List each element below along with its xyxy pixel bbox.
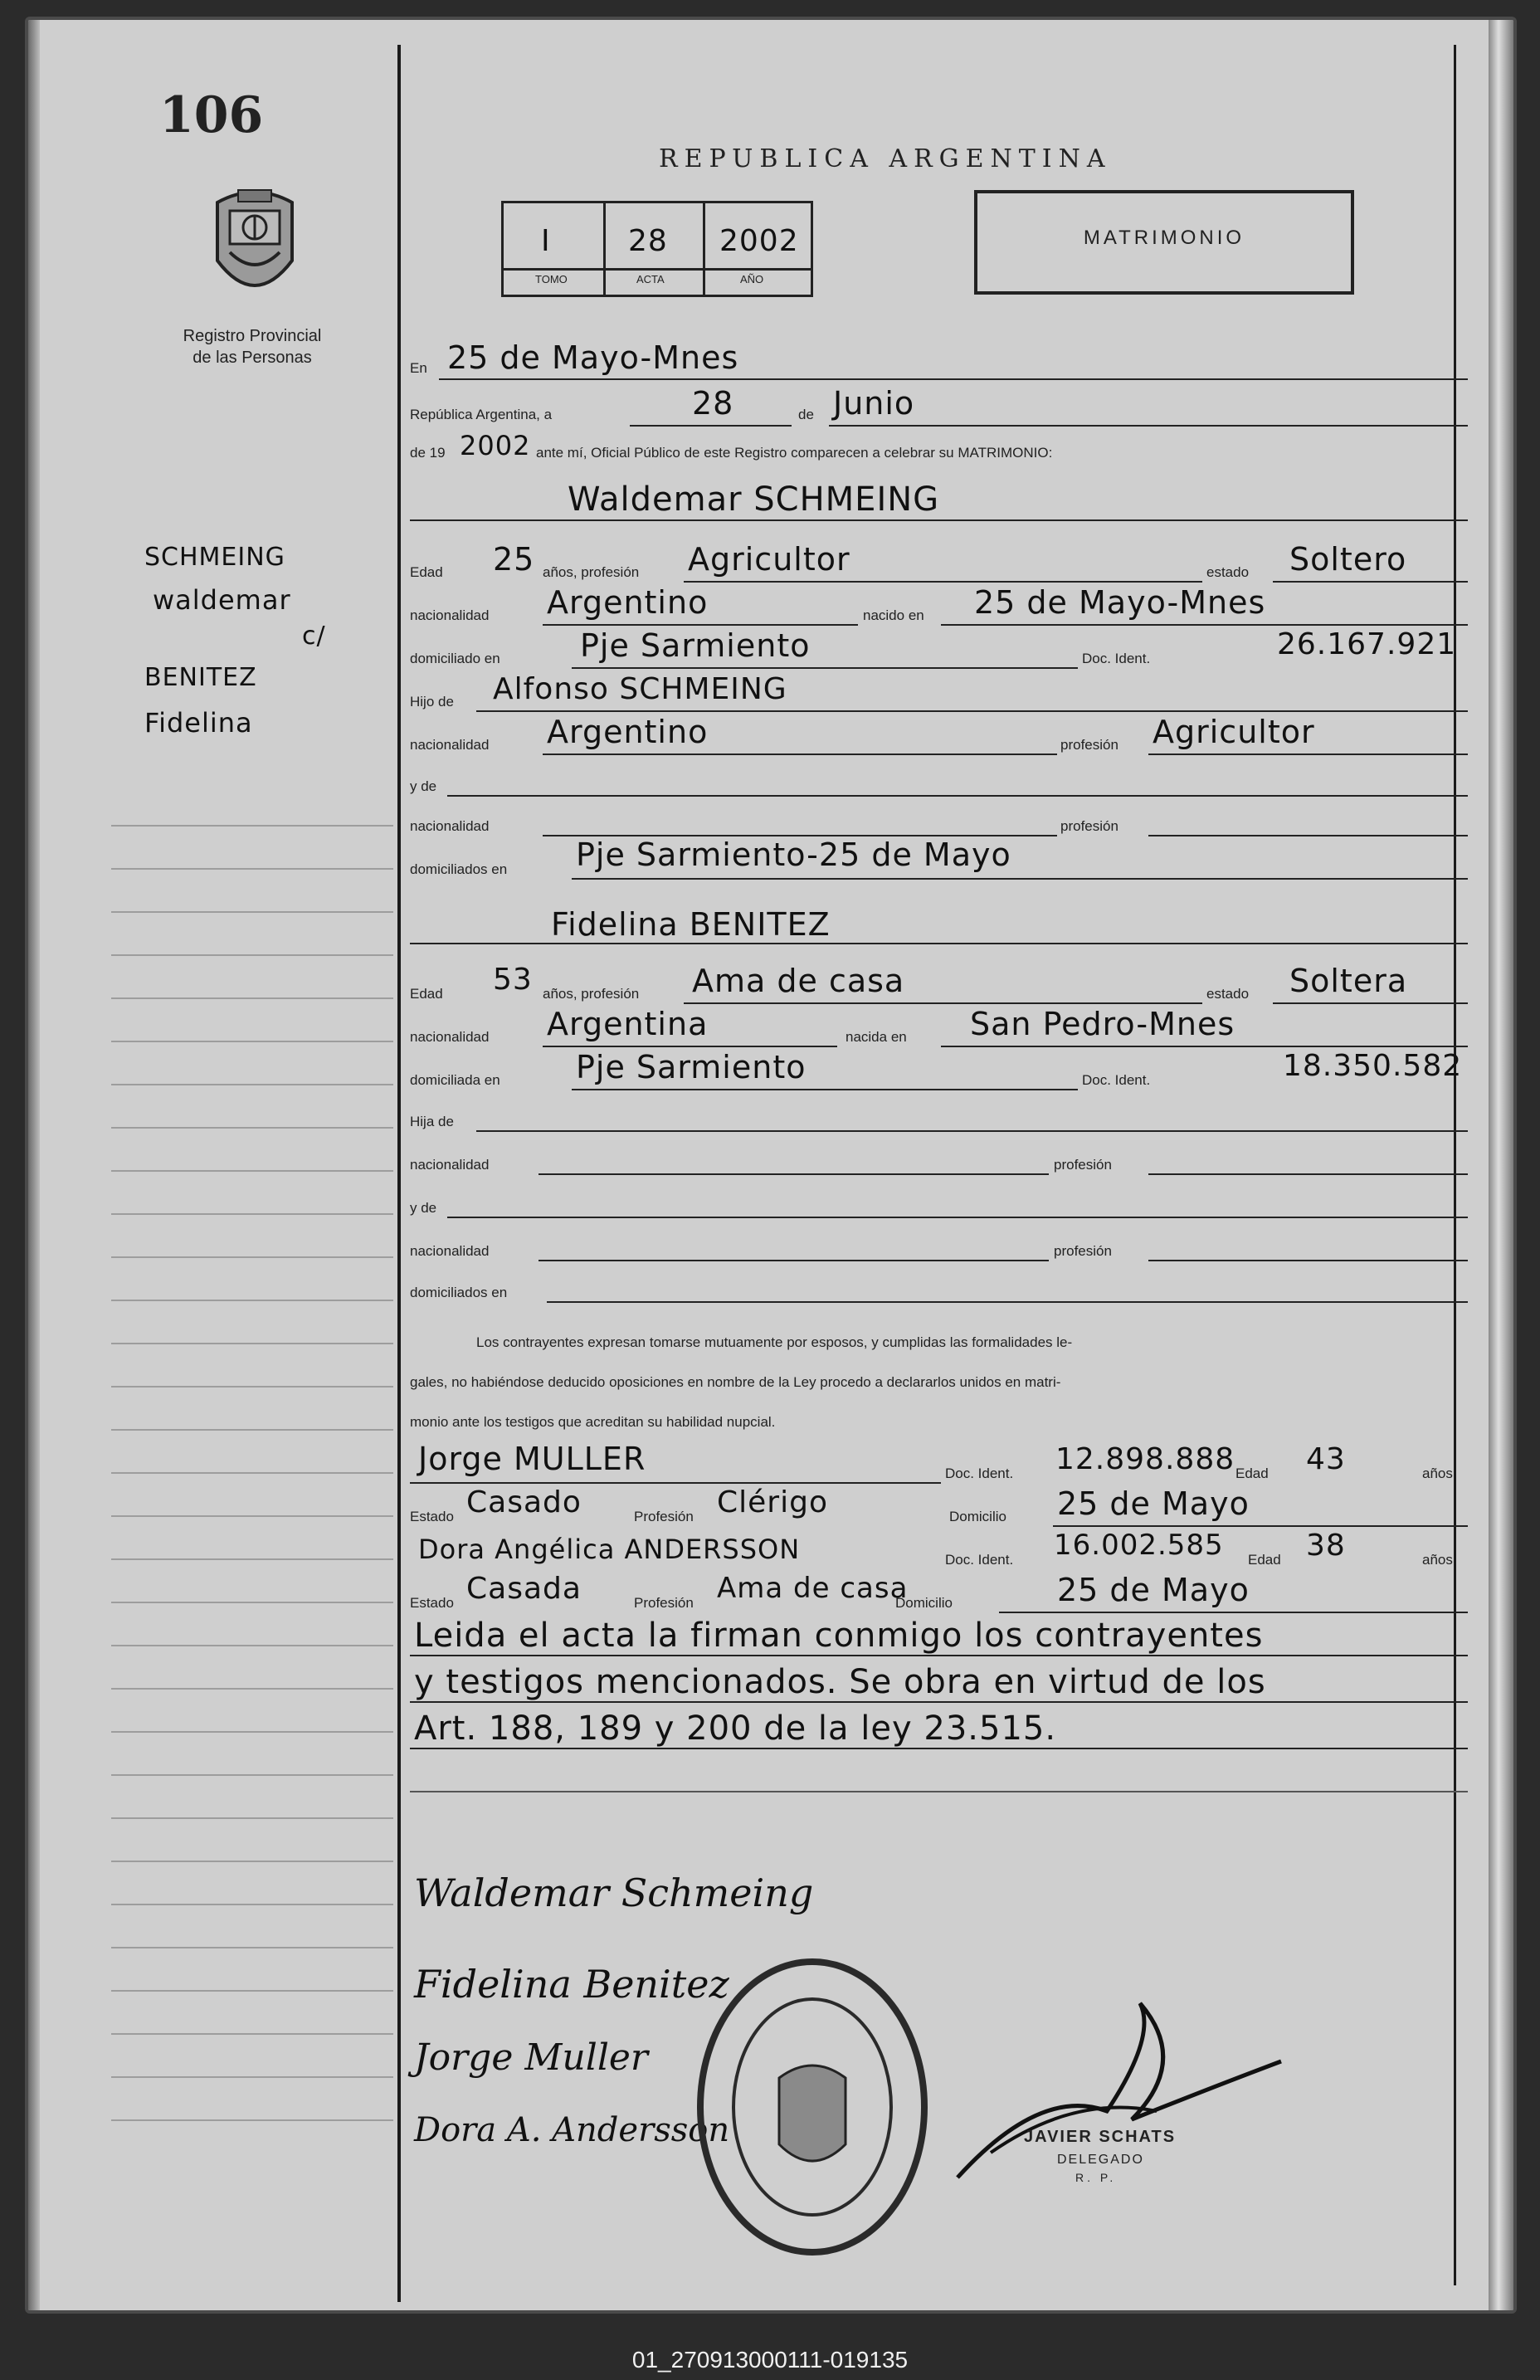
- groom-edad: 25: [493, 541, 535, 578]
- groom-madre-nac-label: nacionalidad: [410, 818, 490, 834]
- witness2-edad-label: Edad: [1248, 1552, 1281, 1568]
- groom-nac-label: nacionalidad: [410, 607, 490, 623]
- tomo-label: TOMO: [535, 273, 568, 285]
- bride-prof1-label: profesión: [1054, 1157, 1112, 1173]
- witness2-doc: 16.002.585: [1054, 1529, 1224, 1562]
- groom-nacido-label: nacido en: [863, 607, 924, 623]
- witness1-anos-label: años: [1422, 1466, 1453, 1481]
- scan-id-footer: 01_270913000111-019135: [631, 2347, 909, 2373]
- witness1-doc: 12.898.888: [1055, 1442, 1235, 1476]
- closing-line2: y testigos mencionados. Se obra en virtud de los: [414, 1663, 1266, 1701]
- witness1-prof-label: Profesión: [634, 1509, 694, 1524]
- groom-profesion-label: años, profesión: [543, 564, 640, 580]
- witness2-doc-label: Doc. Ident.: [945, 1552, 1014, 1568]
- groom-name: Waldemar SCHMEING: [568, 480, 940, 519]
- signature-bride: Fidelina Benitez: [414, 1962, 729, 2007]
- bride-dom-label: domiciliada en: [410, 1072, 500, 1088]
- place-value: 25 de Mayo-Mnes: [447, 339, 739, 376]
- bride-estado-label: estado: [1206, 986, 1250, 1002]
- margin-note-line1: SCHMEING: [144, 543, 285, 572]
- witness2-dom-label: Domicilio: [895, 1595, 953, 1611]
- bride-profesion: Ama de casa: [692, 963, 905, 999]
- groom-dom-label: domiciliado en: [410, 651, 500, 666]
- groom-estado: Soltero: [1289, 541, 1407, 578]
- witness2-edad: 38: [1306, 1529, 1346, 1563]
- bride-nac1-label: nacionalidad: [410, 1157, 490, 1173]
- witness2-estado: Casada: [466, 1572, 582, 1606]
- bride-y-de-label: y de: [410, 1200, 437, 1216]
- republica-label: República Argentina, a: [410, 407, 553, 422]
- closing-line3: Art. 188, 189 y 200 de la ley 23.515.: [414, 1709, 1057, 1748]
- bride-edad: 53: [493, 963, 533, 997]
- groom-estado-label: estado: [1206, 564, 1250, 580]
- groom-nacionalidad: Argentino: [547, 584, 709, 621]
- de-19-label: de 19: [410, 445, 446, 461]
- registry-seal: [692, 1953, 933, 2261]
- witness1-name: Jorge MULLER: [418, 1441, 646, 1477]
- witness2-anos-label: años: [1422, 1552, 1453, 1568]
- bride-prof2-label: profesión: [1054, 1243, 1112, 1259]
- tomo-acta-ano-box: [501, 201, 813, 297]
- coat-of-arms-icon: [209, 186, 300, 310]
- margin-note-line4: BENITEZ: [144, 663, 257, 692]
- groom-domiciliados: Pje Sarmiento-25 de Mayo: [576, 836, 1011, 873]
- bride-nac2-label: nacionalidad: [410, 1243, 490, 1259]
- country-title: REPUBLICA ARGENTINA: [659, 144, 1112, 173]
- groom-domiciliados-label: domiciliados en: [410, 861, 508, 877]
- de-label: de: [798, 407, 814, 422]
- acta-label: ACTA: [636, 273, 665, 285]
- groom-domicilio: Pje Sarmiento: [580, 627, 811, 664]
- bride-domiciliados-label: domiciliados en: [410, 1285, 508, 1300]
- official-signature: [941, 1987, 1289, 2202]
- document-type-box: [974, 190, 1354, 295]
- bride-domicilio: Pje Sarmiento: [576, 1049, 807, 1085]
- bride-hija-label: Hija de: [410, 1114, 454, 1129]
- groom-doc-label: Doc. Ident.: [1082, 651, 1151, 666]
- ano-label: AÑO: [740, 273, 764, 285]
- witness1-estado-label: Estado: [410, 1509, 454, 1524]
- tomo-value: I: [541, 224, 551, 258]
- witness1-profesion: Clérigo: [717, 1485, 828, 1519]
- intro-statement: ante mí, Oficial Público de este Registro comparecen a celebrar su MATRIMONIO:: [536, 445, 1053, 461]
- bride-name: Fidelina BENITEZ: [551, 906, 831, 943]
- bride-doc-label: Doc. Ident.: [1082, 1072, 1151, 1088]
- bride-nacionalidad: Argentina: [547, 1006, 709, 1042]
- signature-witness2: Dora A. Andersson: [414, 2111, 730, 2149]
- groom-padre-nac: Argentino: [547, 714, 709, 750]
- official-name: JAVIER SCHATS: [1024, 2128, 1177, 2146]
- ano-value: 2002: [719, 224, 799, 258]
- month-value: Junio: [833, 385, 915, 422]
- bride-estado: Soltera: [1289, 963, 1408, 999]
- day-value: 28: [692, 385, 734, 422]
- witness1-dom-label: Domicilio: [949, 1509, 1006, 1524]
- bride-doc: 18.350.582: [1283, 1049, 1463, 1083]
- groom-padre: Alfonso SCHMEING: [493, 672, 787, 706]
- groom-hijo-label: Hijo de: [410, 694, 454, 710]
- document-type: MATRIMONIO: [1083, 227, 1245, 249]
- year-value: 2002: [460, 430, 531, 461]
- official-title: DELEGADO: [1057, 2153, 1144, 2167]
- witness1-edad: 43: [1306, 1442, 1346, 1476]
- witness1-estado: Casado: [466, 1485, 582, 1519]
- official-sub: R. P.: [1075, 2171, 1117, 2184]
- bride-nacida-label: nacida en: [846, 1029, 907, 1045]
- right-margin-rule: [1454, 45, 1456, 2285]
- signature-groom: Waldemar Schmeing: [414, 1870, 814, 1915]
- signature-witness1: Jorge Muller: [414, 2036, 648, 2079]
- closing-line1: Leida el acta la firman conmigo los contrayentes: [414, 1617, 1264, 1655]
- witness1-doc-label: Doc. Ident.: [945, 1466, 1014, 1481]
- binding-edge: [28, 20, 40, 2310]
- groom-y-de-label: y de: [410, 778, 437, 794]
- declaration-line3: monio ante los testigos que acreditan su habilidad nupcial.: [410, 1414, 776, 1430]
- margin-note-line2: waldemar: [153, 584, 291, 616]
- groom-madre-prof-label: profesión: [1060, 818, 1118, 834]
- groom-padre-prof: Agricultor: [1153, 714, 1315, 750]
- witness2-prof-label: Profesión: [634, 1595, 694, 1611]
- groom-profesion: Agricultor: [688, 541, 850, 578]
- witness2-name: Dora Angélica ANDERSSON: [418, 1534, 801, 1565]
- margin-divider: [397, 45, 401, 2302]
- margin-note-line3: c/: [302, 622, 326, 651]
- bride-edad-label: Edad: [410, 986, 443, 1002]
- groom-padre-nac-label: nacionalidad: [410, 737, 490, 753]
- groom-doc: 26.167.921: [1277, 627, 1457, 661]
- groom-edad-label: Edad: [410, 564, 443, 580]
- witness1-edad-label: Edad: [1235, 1466, 1269, 1481]
- witness1-domicilio: 25 de Mayo: [1057, 1485, 1250, 1522]
- page-edge: [1489, 20, 1513, 2310]
- witness2-domicilio: 25 de Mayo: [1057, 1572, 1250, 1608]
- groom-padre-prof-label: profesión: [1060, 737, 1118, 753]
- registry-line2: de las Personas: [192, 349, 312, 367]
- declaration-line2: gales, no habiéndose deducido oposiciones en nombre de la Ley procedo a declararlos unidos en matri-: [410, 1374, 1061, 1390]
- witness2-profesion: Ama de casa: [717, 1572, 909, 1605]
- groom-nacido: 25 de Mayo-Mnes: [974, 584, 1266, 621]
- register-page: [25, 17, 1517, 2314]
- bride-nac-label: nacionalidad: [410, 1029, 490, 1045]
- margin-note-line5: Fidelina: [144, 707, 253, 739]
- page-number: 106: [159, 86, 264, 144]
- witness2-estado-label: Estado: [410, 1595, 454, 1611]
- en-label: En: [410, 360, 427, 376]
- acta-value: 28: [628, 224, 668, 258]
- registry-line1: Registro Provincial: [183, 327, 322, 345]
- bride-nacida: San Pedro-Mnes: [970, 1006, 1235, 1042]
- declaration-line1: Los contrayentes expresan tomarse mutuamente por esposos, y cumplidas las formalidades le-: [476, 1334, 1073, 1350]
- bride-profesion-label: años, profesión: [543, 986, 640, 1002]
- margin-ruled-lines: [111, 783, 393, 2128]
